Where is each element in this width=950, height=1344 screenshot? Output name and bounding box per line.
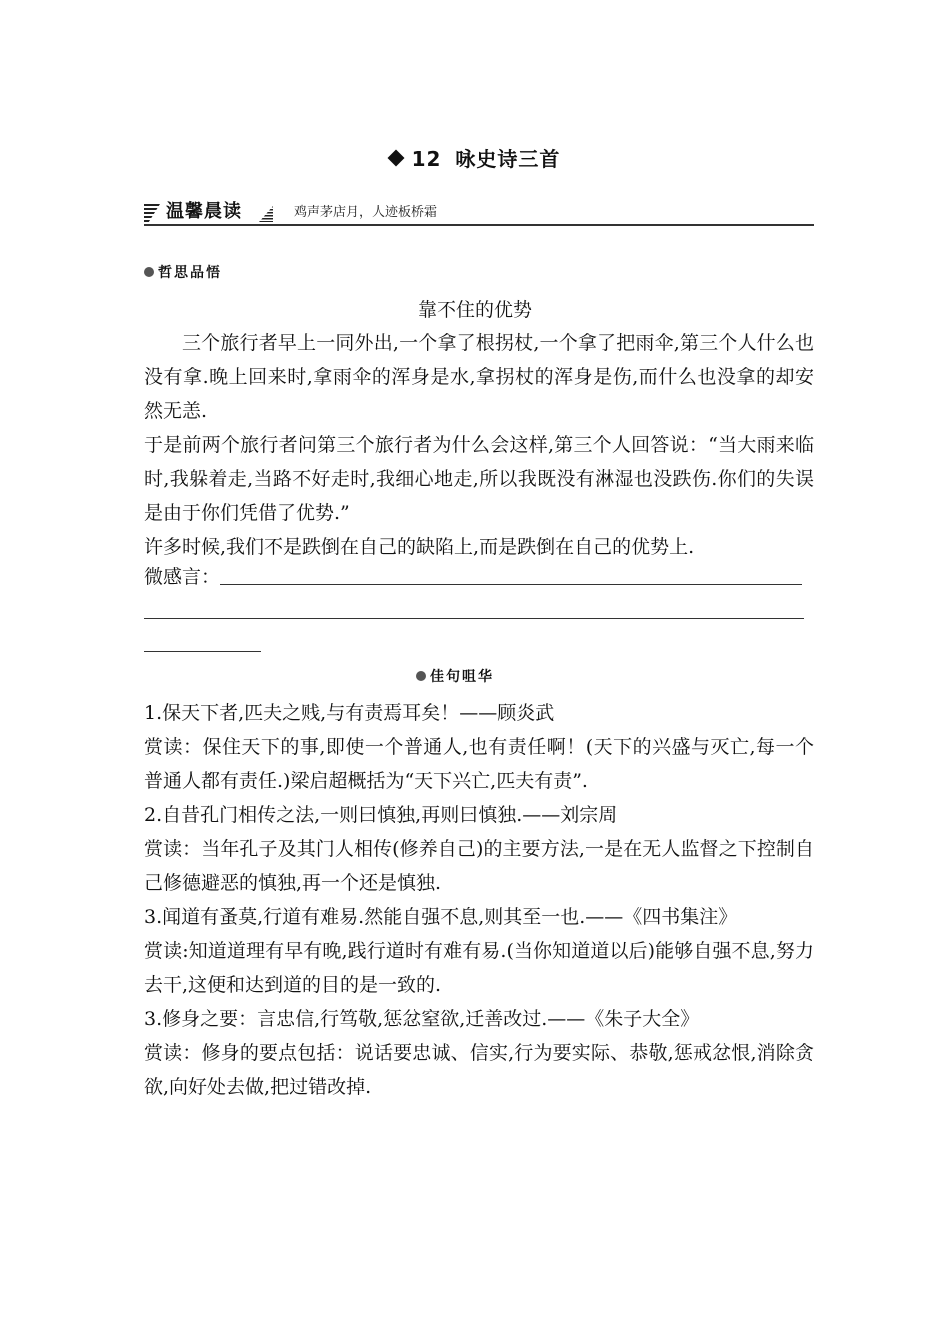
story-title: 靠不住的优势 — [417, 299, 532, 321]
quote-commentary: 赏读：修身的要点包括：说话要忠诚、信实,行为要实际、恭敬,惩戒忿恨,消除贪欲,向好处去做,把过错改掉. — [144, 1042, 814, 1098]
answer-blank-line[interactable] — [220, 583, 802, 585]
bullet-dot-icon — [144, 267, 154, 277]
section-heading-quotes: 佳句咀华 — [416, 668, 494, 686]
quote-line: 3.修身之要：言忠信,行笃敬,惩忿窒欲,迁善改过.——《朱子大全》 — [144, 1008, 700, 1030]
lesson-number: 12 — [411, 147, 442, 171]
section-heading-philosophy: 哲思品悟 — [144, 264, 222, 282]
comment-label: 微感言： — [144, 566, 221, 588]
quote-line: 2.自昔孔门相传之法,一则曰慎独,再则曰慎独.——刘宗周 — [144, 804, 618, 826]
reading-banner — [144, 200, 814, 226]
story-paragraph: 三个旅行者早上一同外出,一个拿了根拐杖,一个拿了把雨伞,第三个人什么也没有拿.晚上回来时,拿雨伞的浑身是水,拿拐杖的浑身是伤,而什么也没拿的却安然无恙. — [144, 332, 814, 422]
answer-blank-line[interactable] — [144, 651, 261, 652]
banner-label: 温馨晨读 — [166, 201, 242, 222]
quote-commentary: 赏读：保住天下的事,即使一个普通人,也有责任啊！(天下的兴盛与灭亡,每一个普通人都有责任.)梁启超概括为“天下兴亡,匹夫有责”. — [144, 736, 814, 792]
lesson-title-text: 咏史诗三首 — [455, 147, 561, 171]
comment-line — [144, 560, 802, 594]
triangle-decoration-icon — [259, 206, 273, 222]
quote-commentary: 赏读:知道道理有早有晚,践行道时有难有易.(当你知道道以后)能够自强不息,努力去干,这便和达到道的目的是一致的. — [144, 940, 814, 996]
quotes-body — [144, 696, 814, 1104]
quote-line: 3.闻道有蚤莫,行道有难易.然能自强不息,则其至一也.——《四书集注》 — [144, 906, 738, 928]
answer-blank-line[interactable] — [144, 618, 804, 619]
stripe-decoration-icon — [144, 204, 160, 222]
banner-motto: 鸡声茅店月，人迹板桥霜 — [294, 205, 438, 220]
bullet-dot-icon — [416, 671, 426, 681]
story-paragraph: 许多时候,我们不是跌倒在自己的缺陷上,而是跌倒在自己的优势上. — [144, 536, 695, 558]
quote-commentary: 赏读：当年孔子及其门人相传(修养自己)的主要方法,一是在无人监督之下控制自己修德避恶的慎独,再一个还是慎独. — [144, 838, 814, 894]
quote-line: 1.保天下者,匹夫之贱,与有责焉耳矣！——顾炎武 — [144, 702, 555, 724]
diamond-icon — [387, 150, 404, 167]
story-body — [144, 326, 814, 564]
lesson-title — [0, 143, 950, 172]
story-paragraph: 于是前两个旅行者问第三个旅行者为什么会这样,第三个人回答说：“当大雨来临时,我躲着走,当路不好走时,我细心地走,所以我既没有淋湿也没跌伤.你们的失误是由于你们凭借了优势.” — [144, 434, 814, 524]
